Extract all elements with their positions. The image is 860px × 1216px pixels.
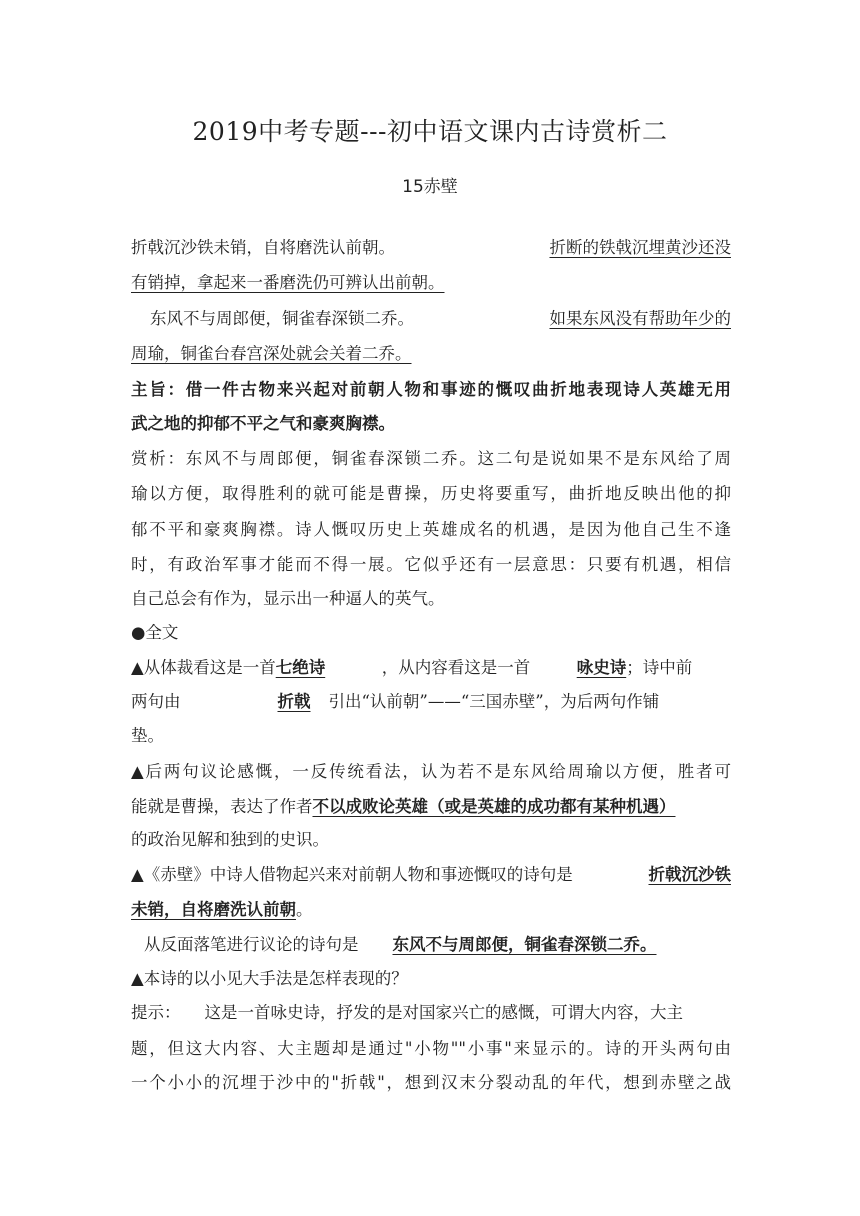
question-3-text-b: 从反面落笔进行议论的诗句是 <box>144 935 359 954</box>
question-2-line-3: 的政治见解和独到的史识。 <box>131 830 329 849</box>
question-3-line-1 <box>131 865 731 885</box>
translation-1-part-2: 有销掉，拿起来一番磨洗仍可辨认出前朝。 <box>131 273 445 292</box>
hint-text-1: 这是一首咏史诗，抒发的是对国家兴亡的感慨，可谓大内容，大主 <box>204 1003 683 1022</box>
answer-viewpoint: 不以成败论英雄（或是英雄的成功都有某种机遇） <box>312 797 676 816</box>
question-3-line-3 <box>131 935 731 955</box>
question-4-heading: ▲本诗的以小见大手法是怎样表现的？ <box>131 969 408 988</box>
answer-object: 折戟 <box>277 692 311 711</box>
question-2-line-2 <box>131 797 731 817</box>
question-1-line-2 <box>131 692 731 712</box>
poem-line-1: 折戟沉沙铁未销，自将磨洗认前朝。 <box>131 238 395 257</box>
section-heading-full-text: ●全文 <box>131 623 179 642</box>
answer-genre: 七绝诗 <box>275 658 326 677</box>
theme-line-1: 主旨：借一件古物来兴起对前朝人物和事迹的慨叹曲折地表现诗人英雄无用 <box>131 380 731 399</box>
translation-2-part-2: 周瑜，铜雀台春宫深处就会关着二乔。 <box>131 344 412 363</box>
analysis-line-5: 自己总会有作为，显示出一种逼人的英气。 <box>131 589 445 608</box>
text-line-3 <box>131 309 731 329</box>
question-1-line-3: 垫。 <box>131 726 164 745</box>
theme-line-2: 武之地的抑郁不平之气和豪爽胸襟。 <box>131 414 395 433</box>
analysis-line-3: 郁不平和豪爽胸襟。诗人慨叹历史上英雄成名的机遇，是因为他自己生不逢 <box>131 520 731 539</box>
question-1-text-e: 引出“认前朝”——“三国赤壁”，为后两句作铺 <box>328 692 660 711</box>
period: 。 <box>296 900 313 919</box>
page-subtitle: 15赤壁 <box>402 177 458 197</box>
analysis-line-1: 赏析：东风不与周郎便，铜雀春深锁二乔。这二句是说如果不是东风给了周 <box>131 449 731 468</box>
question-1-text-b: ，从内容看这是一首 <box>381 658 531 677</box>
hint-label: 提示： <box>131 1003 181 1022</box>
analysis-line-4: 时，有政治军事才能而不得一展。它似乎还有一层意思：只要有机遇，相信 <box>131 555 731 574</box>
analysis-line-2: 瑜以方便，取得胜利的就可能是曹操，历史将要重写，曲折地反映出他的抑 <box>131 484 731 503</box>
question-1-text-c: ；诗中前 <box>626 658 693 677</box>
answer-verse-b: 东风不与周郎便，铜雀春深锁二乔。 <box>392 935 657 954</box>
question-3-text: ▲《赤壁》中诗人借物起兴来对前朝人物和事迹慨叹的诗句是 <box>131 865 573 884</box>
text-line-1 <box>131 238 731 258</box>
question-1-text-a: ▲从体裁看这是一首 <box>131 658 276 677</box>
translation-2-part-1: 如果东风没有帮助年少的 <box>549 309 731 328</box>
answer-verse-a-part-2: 未销，自将磨洗认前朝 <box>131 900 296 919</box>
translation-1-part-1: 折断的铁戟沉埋黄沙还没 <box>549 238 731 257</box>
answer-content-type: 咏史诗 <box>576 658 627 677</box>
question-2-line-1: ▲后两句议论感慨，一反传统看法，认为若不是东风给周瑜以方便，胜者可 <box>131 762 731 781</box>
question-2-text: 能就是曹操，表达了作者 <box>131 797 313 816</box>
question-1-text-d: 两句由 <box>131 692 181 711</box>
poem-line-2: 东风不与周郎便，铜雀春深锁二乔。 <box>150 309 414 328</box>
text-line-4 <box>131 344 731 364</box>
hint-line-3: 一个小小的沉埋于沙中的"折戟"，想到汉末分裂动乱的年代，想到赤壁之战 <box>131 1073 731 1092</box>
hint-line-1 <box>131 1003 731 1023</box>
hint-line-2: 题，但这大内容、大主题却是通过"小物""小事"来显示的。诗的开头两句由 <box>131 1039 731 1058</box>
page-title: 2019中考专题---初中语文课内古诗赏析二 <box>192 117 668 146</box>
question-3-line-2 <box>131 900 731 920</box>
text-line-2 <box>131 273 731 293</box>
question-1-line-1 <box>131 658 731 678</box>
answer-verse-a-part-1: 折戟沉沙铁 <box>648 865 731 884</box>
